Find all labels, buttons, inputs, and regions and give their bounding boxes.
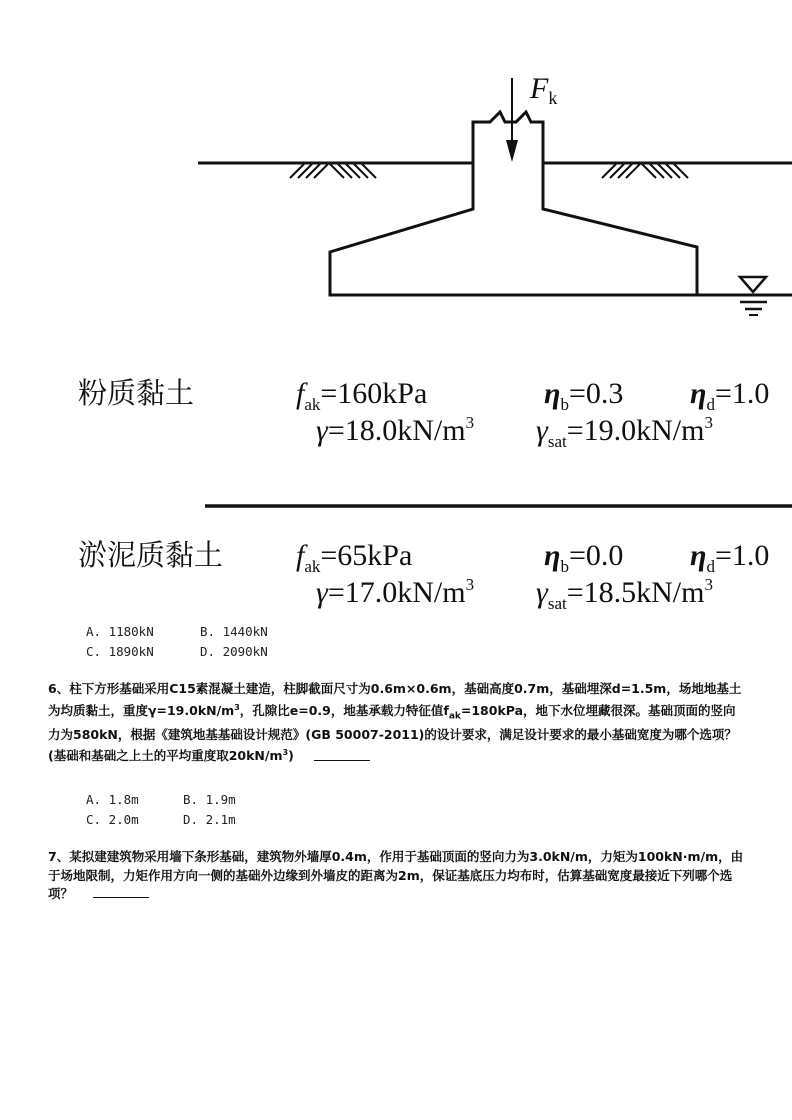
load-label: $F_k$ [530,72,558,108]
q6-option-b[interactable]: B. 1.9m [183,792,236,807]
q5-option-c[interactable]: C. 1890kN [86,644,154,659]
layer2-gamma-sat: $\gamma_{sat}=18.5kN/m^3$ [536,575,713,613]
q6-option-a[interactable]: A. 1.8m [86,792,139,807]
question-6 [48,680,748,766]
layer2-eta-d: $\eta_d=1.0$ [690,539,770,576]
q6-text-4: ) [288,748,294,764]
q6-option-d[interactable]: D. 2.1m [183,812,236,827]
layer1-name: 粉质黏土 [78,376,195,410]
q6-option-c[interactable]: C. 2.0m [86,812,139,827]
q6-text-2: ，孔隙比e=0.9，地基承载力特征值f [239,702,449,718]
layer2-name: 淤泥质黏土 [78,538,224,572]
q6-sup-2: 3 [282,748,289,758]
layer1-gamma-sat: $\gamma_{sat}=19.0kN/m^3$ [536,413,713,451]
q6-text-1: 6、柱下方形基础采用C15素混凝土建造，柱脚截面尺寸为0.6m×0.6m，基础高度0.7m，基础埋深d=1.5m，场地地基土为均质黏土，重度γ=19.0kN/m [48,681,742,718]
ground-hatch-right [602,164,688,178]
layer2-gamma: $\gamma=17.0kN/m^3$ [316,575,475,609]
ground-hatch-left [290,164,376,178]
q5-option-d[interactable]: D. 2090kN [200,644,268,659]
q7-text: 7、某拟建建筑物采用墙下条形基础，建筑物外墙厚0.4m，作用于基础顶面的竖向力为3.0kN/m，力矩为100kN·m/m，由于场地限制，力矩作用方向一侧的基础外边缘到外墙皮的距离为2m，保证基底压力均布时，估算基础宽度最接近下列哪个选项？ [48,849,744,902]
layer2-fak: $f_{ak}=65kPa$ [296,539,413,576]
q6-sub-ak: ak [448,711,461,722]
q6-answer-blank[interactable] [314,750,370,761]
load-arrow-head [506,140,518,162]
layer2-eta-b: $\eta_b=0.0$ [544,539,624,576]
q6-sup-1: 3 [234,702,240,712]
layer1-gamma: $\gamma=18.0kN/m^3$ [316,413,475,447]
q7-answer-blank[interactable] [93,887,149,898]
layer1-eta-d: $\eta_d=1.0$ [690,377,770,414]
q5-option-a[interactable]: A. 1180kN [86,624,154,639]
layer1-eta-b: $\eta_b=0.3$ [544,377,624,414]
q5-option-b[interactable]: B. 1440kN [200,624,268,639]
q6-text-3: =180kPa，地下水位埋藏很深。基础顶面的竖向力为580kN，根据《建筑地基基础设计规范》(GB 50007-2011)的设计要求，满足设计要求的最小基础宽度为哪个选项？(基础和基础之上土的平均重度取20kN/m [48,702,737,764]
layer1-fak: $f_{ak}=160kPa$ [296,377,428,414]
foundation-outline [330,112,697,295]
question-7 [48,848,748,904]
